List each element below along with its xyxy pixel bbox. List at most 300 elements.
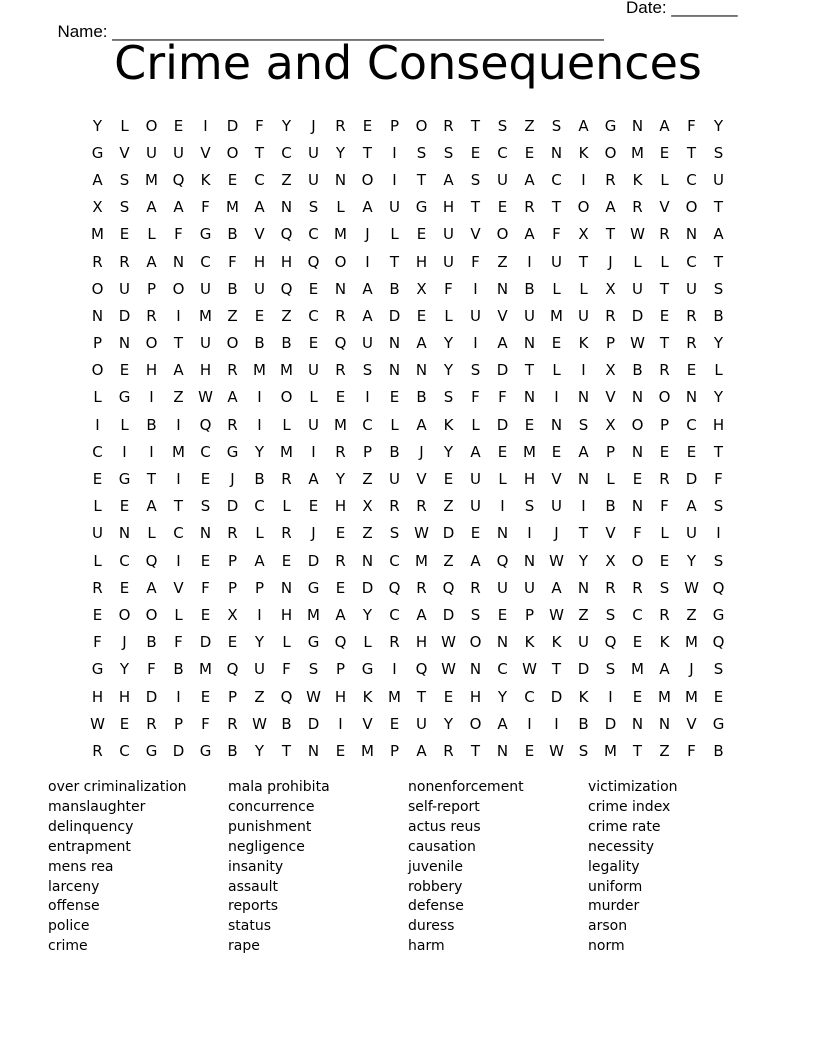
grid-letter: S	[713, 279, 724, 298]
word-list-item: offense	[48, 898, 100, 915]
word-list-item: police	[48, 918, 90, 935]
grid-letter: E	[92, 470, 103, 489]
grid-letter: T	[362, 143, 373, 162]
grid-letter: B	[632, 361, 643, 380]
grid-letter: Y	[254, 633, 265, 652]
grid-letter: Y	[713, 388, 724, 407]
grid-letter: Q	[604, 633, 617, 652]
grid-letter: I	[581, 170, 586, 189]
grid-letter: G	[118, 470, 131, 489]
word-list-item: mala prohibita	[228, 779, 330, 795]
grid-letter: U	[686, 279, 697, 298]
grid-letter: E	[335, 578, 346, 597]
grid-letter: I	[473, 279, 478, 298]
grid-letter: E	[362, 116, 373, 135]
grid-letter: Y	[335, 470, 346, 489]
grid-letter: U	[119, 279, 130, 298]
grid-letter: A	[146, 497, 157, 516]
grid-letter: K	[659, 633, 670, 652]
word-list-item: crime rate	[588, 818, 661, 835]
grid-letter: L	[174, 605, 183, 624]
grid-letter: U	[524, 578, 535, 597]
grid-letter: I	[122, 442, 127, 461]
grid-letter: Z	[686, 605, 697, 624]
grid-letter: E	[119, 225, 130, 244]
word-column	[228, 778, 408, 957]
grid-letter: F	[255, 116, 264, 135]
grid-letter: D	[496, 415, 509, 434]
grid-letter: K	[524, 633, 535, 652]
grid-letter: Y	[254, 741, 265, 760]
grid-letter: A	[497, 334, 508, 353]
grid-letter: O	[361, 170, 374, 189]
grid-letter: P	[227, 578, 238, 597]
grid-row	[84, 302, 732, 329]
word-list-item: delinquency	[48, 818, 134, 835]
grid-row	[84, 520, 732, 547]
word-list-item: causation	[408, 838, 476, 855]
grid-letter: Q	[334, 334, 347, 353]
grid-letter: A	[254, 551, 265, 570]
grid-letter: N	[550, 143, 563, 162]
grid-letter: V	[497, 306, 508, 325]
grid-letter: L	[255, 524, 264, 543]
grid-letter: V	[254, 225, 265, 244]
grid-letter: T	[470, 741, 481, 760]
grid-letter: R	[389, 633, 400, 652]
grid-letter: B	[713, 306, 724, 325]
grid-letter: R	[92, 578, 103, 597]
grid-letter: W	[549, 605, 564, 624]
grid-letter: Y	[686, 551, 697, 570]
grid-letter: Y	[119, 660, 130, 679]
grid-letter: O	[631, 551, 644, 570]
grid-letter: D	[604, 714, 617, 733]
grid-letter: N	[550, 415, 563, 434]
grid-row	[84, 221, 732, 248]
grid-letter: T	[524, 361, 535, 380]
grid-letter: U	[416, 714, 427, 733]
grid-letter: I	[554, 388, 559, 407]
grid-letter: Q	[280, 279, 293, 298]
grid-letter: Z	[281, 170, 292, 189]
grid-letter: F	[687, 116, 696, 135]
grid-letter: P	[605, 442, 616, 461]
grid-letter: I	[95, 415, 100, 434]
grid-letter: M	[226, 198, 239, 217]
word-list-item: murder	[588, 898, 640, 915]
grid-letter: E	[497, 198, 508, 217]
grid-row	[84, 629, 732, 656]
grid-letter: D	[631, 306, 644, 325]
grid-row	[84, 139, 732, 166]
grid-letter: Z	[362, 524, 373, 543]
grid-letter: Q	[388, 578, 401, 597]
word-list-item: necessity	[588, 838, 655, 855]
grid-letter: E	[308, 334, 319, 353]
grid-letter: S	[443, 143, 454, 162]
grid-letter: I	[149, 388, 154, 407]
grid-letter: A	[524, 170, 535, 189]
grid-letter: L	[309, 388, 318, 407]
grid-letter: Q	[280, 225, 293, 244]
grid-letter: L	[93, 388, 102, 407]
grid-row	[84, 601, 732, 628]
grid-letter: F	[147, 660, 156, 679]
grid-row	[84, 656, 732, 683]
grid-letter: Y	[578, 551, 589, 570]
grid-letter: M	[631, 143, 644, 162]
grid-letter: Z	[524, 116, 535, 135]
grid-letter: E	[470, 143, 481, 162]
grid-letter: J	[122, 633, 127, 652]
grid-letter: I	[338, 714, 343, 733]
grid-letter: M	[685, 687, 698, 706]
letter-grid	[84, 112, 732, 765]
grid-letter: T	[470, 116, 481, 135]
grid-letter: U	[443, 225, 454, 244]
grid-letter: U	[524, 306, 535, 325]
grid-letter: E	[308, 279, 319, 298]
grid-letter: D	[199, 633, 212, 652]
word-list-item: over criminalization	[48, 779, 187, 795]
grid-letter: Z	[362, 470, 373, 489]
grid-letter: T	[551, 198, 562, 217]
grid-letter: N	[523, 388, 536, 407]
grid-letter: I	[149, 442, 154, 461]
grid-letter: U	[578, 633, 589, 652]
grid-letter: A	[416, 415, 427, 434]
grid-letter: C	[119, 741, 130, 760]
grid-letter: M	[334, 415, 347, 434]
grid-letter: P	[146, 279, 157, 298]
grid-letter: D	[496, 361, 509, 380]
word-list-item: arson	[588, 918, 628, 935]
grid-letter: E	[659, 442, 670, 461]
grid-letter: N	[577, 388, 590, 407]
grid-letter: I	[392, 660, 397, 679]
grid-letter: N	[361, 551, 374, 570]
grid-letter: R	[227, 415, 238, 434]
grid-letter: M	[334, 225, 347, 244]
grid-letter: O	[145, 116, 158, 135]
word-list-item: robbery	[408, 878, 463, 895]
grid-letter: R	[605, 170, 616, 189]
word-list-item: crime index	[588, 798, 671, 815]
grid-letter: T	[416, 170, 427, 189]
grid-letter: L	[390, 225, 399, 244]
grid-letter: E	[632, 687, 643, 706]
grid-letter: F	[471, 252, 480, 271]
grid-letter: R	[416, 578, 427, 597]
grid-letter: U	[173, 143, 184, 162]
grid-letter: V	[173, 578, 184, 597]
grid-letter: I	[365, 252, 370, 271]
grid-letter: S	[308, 660, 319, 679]
grid-letter: Z	[443, 497, 454, 516]
grid-letter: P	[335, 660, 346, 679]
word-list-item: assault	[228, 878, 278, 895]
grid-letter: I	[581, 361, 586, 380]
grid-letter: P	[605, 334, 616, 353]
grid-letter: L	[660, 524, 669, 543]
grid-letter: B	[227, 279, 238, 298]
grid-letter: S	[713, 551, 724, 570]
grid-letter: I	[716, 524, 721, 543]
grid-letter: B	[254, 334, 265, 353]
grid-letter: F	[201, 714, 210, 733]
grid-letter: R	[227, 714, 238, 733]
grid-letter: I	[176, 687, 181, 706]
grid-letter: I	[392, 143, 397, 162]
grid-letter: M	[550, 306, 563, 325]
grid-letter: R	[632, 198, 643, 217]
grid-letter: O	[469, 633, 482, 652]
grid-letter: U	[254, 660, 265, 679]
grid-letter: P	[227, 551, 238, 570]
grid-letter: X	[605, 361, 616, 380]
grid-letter: E	[524, 143, 535, 162]
grid-letter: T	[713, 442, 724, 461]
grid-letter: O	[334, 252, 347, 271]
grid-letter: R	[146, 714, 157, 733]
grid-letter: U	[308, 361, 319, 380]
grid-letter: E	[686, 442, 697, 461]
grid-letter: F	[444, 279, 453, 298]
grid-letter: R	[416, 497, 427, 516]
word-list-item: duress	[408, 918, 455, 935]
grid-letter: E	[470, 524, 481, 543]
grid-letter: D	[307, 551, 320, 570]
grid-letter: C	[281, 143, 292, 162]
grid-letter: W	[441, 633, 456, 652]
grid-letter: I	[257, 388, 262, 407]
word-list-item: insanity	[228, 858, 284, 875]
grid-letter: M	[685, 633, 698, 652]
grid-letter: D	[118, 306, 131, 325]
grid-letter: A	[497, 714, 508, 733]
grid-letter: S	[713, 660, 724, 679]
grid-letter: A	[173, 361, 184, 380]
grid-letter: B	[173, 660, 184, 679]
grid-letter: T	[578, 252, 589, 271]
grid-letter: S	[470, 361, 481, 380]
grid-letter: H	[253, 252, 266, 271]
grid-letter: C	[308, 306, 319, 325]
grid-letter: G	[91, 660, 104, 679]
grid-letter: Y	[443, 714, 454, 733]
grid-letter: A	[227, 388, 238, 407]
word-list-item: norm	[588, 938, 625, 955]
grid-letter: A	[470, 442, 481, 461]
grid-letter: W	[630, 225, 645, 244]
word-list-item: mens rea	[48, 858, 114, 875]
grid-letter: T	[659, 279, 670, 298]
grid-letter: F	[93, 633, 102, 652]
grid-letter: Z	[578, 605, 589, 624]
grid-letter: H	[334, 497, 347, 516]
grid-letter: L	[444, 306, 453, 325]
grid-letter: E	[443, 470, 454, 489]
grid-letter: B	[146, 415, 157, 434]
grid-letter: K	[578, 687, 589, 706]
grid-letter: R	[659, 361, 670, 380]
grid-letter: N	[280, 198, 293, 217]
grid-letter: T	[470, 198, 481, 217]
grid-letter: W	[198, 388, 213, 407]
grid-letter: E	[551, 442, 562, 461]
grid-letter: U	[308, 143, 319, 162]
grid-letter: E	[227, 633, 238, 652]
grid-letter: Y	[443, 442, 454, 461]
grid-letter: R	[686, 306, 697, 325]
grid-letter: C	[200, 252, 211, 271]
grid-letter: L	[714, 361, 723, 380]
grid-letter: L	[120, 415, 129, 434]
grid-letter: T	[713, 198, 724, 217]
grid-letter: S	[119, 170, 130, 189]
grid-letter: W	[630, 334, 645, 353]
grid-letter: X	[605, 279, 616, 298]
grid-letter: R	[659, 470, 670, 489]
grid-letter: M	[199, 306, 212, 325]
grid-letter: O	[685, 198, 698, 217]
grid-letter: Q	[226, 660, 239, 679]
grid-row	[84, 330, 732, 357]
grid-letter: L	[552, 361, 561, 380]
grid-letter: W	[522, 660, 537, 679]
grid-letter: R	[470, 578, 481, 597]
grid-letter: Y	[443, 361, 454, 380]
grid-letter: F	[174, 225, 183, 244]
grid-letter: G	[712, 605, 725, 624]
grid-letter: C	[200, 442, 211, 461]
grid-letter: S	[308, 198, 319, 217]
grid-letter: N	[631, 388, 644, 407]
grid-letter: Y	[335, 143, 346, 162]
grid-letter: M	[388, 687, 401, 706]
grid-letter: L	[282, 415, 291, 434]
grid-letter: T	[551, 660, 562, 679]
grid-letter: V	[686, 714, 697, 733]
grid-letter: C	[362, 415, 373, 434]
grid-letter: L	[93, 497, 102, 516]
grid-letter: E	[632, 470, 643, 489]
grid-letter: D	[550, 687, 563, 706]
grid-row	[84, 710, 732, 737]
grid-letter: E	[524, 415, 535, 434]
grid-letter: V	[605, 388, 616, 407]
grid-letter: Y	[254, 442, 265, 461]
grid-letter: T	[281, 741, 292, 760]
word-list-item: negligence	[228, 838, 305, 855]
grid-letter: B	[227, 225, 238, 244]
grid-letter: Z	[281, 306, 292, 325]
grid-letter: S	[524, 497, 535, 516]
grid-letter: V	[416, 470, 427, 489]
grid-row	[84, 384, 732, 411]
grid-letter: J	[311, 524, 316, 543]
grid-letter: H	[118, 687, 131, 706]
grid-letter: K	[632, 170, 643, 189]
grid-letter: P	[524, 605, 535, 624]
grid-letter: S	[605, 660, 616, 679]
grid-letter: A	[146, 252, 157, 271]
grid-letter: A	[578, 116, 589, 135]
grid-letter: D	[685, 470, 698, 489]
grid-letter: U	[470, 306, 481, 325]
grid-letter: K	[578, 143, 589, 162]
grid-letter: O	[145, 605, 158, 624]
grid-letter: N	[91, 306, 104, 325]
grid-row	[84, 248, 732, 275]
grid-letter: N	[496, 633, 509, 652]
grid-letter: E	[200, 551, 211, 570]
grid-letter: E	[92, 605, 103, 624]
grid-letter: S	[605, 605, 616, 624]
grid-letter: R	[659, 225, 670, 244]
grid-row	[84, 574, 732, 601]
grid-letter: Q	[199, 415, 212, 434]
grid-letter: O	[280, 388, 293, 407]
grid-letter: T	[173, 497, 184, 516]
grid-letter: E	[686, 361, 697, 380]
grid-letter: J	[554, 524, 559, 543]
grid-row	[84, 465, 732, 492]
grid-letter: E	[416, 225, 427, 244]
grid-letter: N	[334, 170, 347, 189]
grid-letter: E	[713, 687, 724, 706]
grid-letter: P	[389, 741, 400, 760]
word-list-item: status	[228, 918, 272, 935]
grid-letter: O	[577, 198, 590, 217]
grid-letter: J	[608, 252, 613, 271]
grid-letter: E	[254, 306, 265, 325]
grid-letter: O	[172, 279, 185, 298]
grid-letter: V	[362, 714, 373, 733]
grid-letter: G	[226, 442, 239, 461]
grid-letter: U	[389, 198, 400, 217]
grid-letter: N	[523, 334, 536, 353]
grid-letter: L	[282, 497, 291, 516]
grid-letter: M	[415, 551, 428, 570]
grid-letter: F	[471, 388, 480, 407]
grid-letter: B	[254, 470, 265, 489]
grid-letter: G	[199, 741, 212, 760]
grid-letter: U	[200, 279, 211, 298]
grid-letter: N	[685, 225, 698, 244]
word-list-item: nonenforcement	[408, 779, 524, 795]
grid-letter: O	[91, 361, 104, 380]
grid-letter: E	[389, 388, 400, 407]
grid-letter: E	[632, 633, 643, 652]
grid-letter: X	[605, 415, 616, 434]
grid-letter: H	[415, 252, 428, 271]
grid-letter: R	[335, 442, 346, 461]
grid-letter: Q	[280, 687, 293, 706]
grid-letter: U	[632, 279, 643, 298]
grid-letter: S	[119, 198, 130, 217]
grid-letter: U	[686, 524, 697, 543]
grid-letter: N	[631, 497, 644, 516]
grid-letter: N	[280, 578, 293, 597]
grid-letter: P	[389, 116, 400, 135]
grid-letter: Z	[173, 388, 184, 407]
grid-letter: W	[90, 714, 105, 733]
grid-letter: Y	[362, 605, 373, 624]
grid-letter: T	[632, 741, 643, 760]
grid-letter: J	[311, 116, 316, 135]
